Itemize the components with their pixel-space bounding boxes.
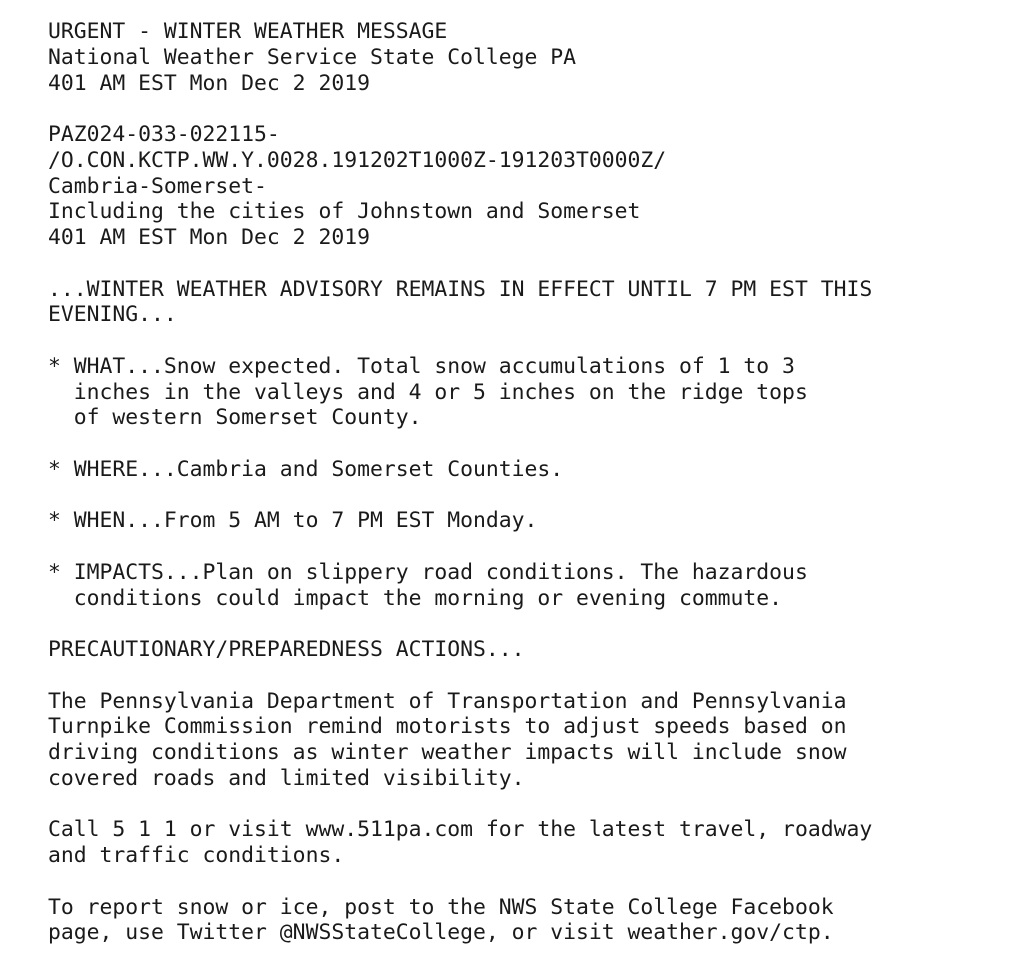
- what-bullet: * WHAT...Snow expected. Total snow accumulations of 1 to 3: [48, 353, 795, 379]
- when-bullet: * WHEN...From 5 AM to 7 PM EST Monday.: [48, 508, 538, 534]
- what-bullet-line-2: inches in the valleys and 4 or 5 inches on the ridge tops: [48, 379, 808, 405]
- penndot-paragraph-line-4: covered roads and limited visibility.: [48, 765, 525, 791]
- penndot-paragraph-line-3: driving conditions as winter weather impacts will include snow: [48, 740, 847, 765]
- penndot-paragraph-line-2: Turnpike Commission remind motorists to adjust speeds based on: [48, 714, 847, 740]
- blank-line: [48, 869, 1008, 895]
- where-bullet: * WHERE...Cambria and Somerset Counties.: [48, 456, 564, 482]
- blank-line: [48, 663, 1008, 689]
- what-bullet-line-3: of western Somerset County.: [48, 405, 422, 431]
- travel-info-line-1: Call 5 1 1 or visit www.511pa.com for the latest travel, roadway: [48, 817, 873, 843]
- penndot-paragraph-line-1: The Pennsylvania Department of Transportation and Pennsylvania: [48, 688, 847, 714]
- report-info-line-2: page, use Twitter @NWSStateCollege, or visit weather.gov/ctp.: [48, 920, 834, 946]
- blank-line: [48, 251, 1008, 277]
- vtec-code: /O.CON.KCTP.WW.Y.0028.191202T1000Z-191203T0000Z/: [48, 147, 667, 173]
- county-names: Cambria-Somerset-: [48, 173, 267, 199]
- zone-codes: PAZ024-033-022115-: [48, 122, 280, 147]
- blank-line: [48, 792, 1008, 818]
- weather-bulletin: [48, 19, 1008, 946]
- issue-time: 401 AM EST Mon Dec 2 2019: [48, 70, 370, 96]
- blank-line: [48, 611, 1008, 637]
- precautionary-heading: PRECAUTIONARY/PREPAREDNESS ACTIONS...: [48, 637, 525, 662]
- travel-info-line-2: and traffic conditions.: [48, 843, 345, 868]
- issuing-office: National Weather Service State College PA: [48, 44, 577, 70]
- blank-line: [48, 96, 1008, 122]
- blank-line: [48, 483, 1008, 509]
- included-cities: Including the cities of Johnstown and Somerset: [48, 199, 641, 225]
- headline: ...WINTER WEATHER ADVISORY REMAINS IN EFFECT UNTIL 7 PM EST THIS: [48, 276, 873, 302]
- impacts-bullet-line-2: conditions could impact the morning or evening commute.: [48, 585, 783, 611]
- impacts-bullet: * IMPACTS...Plan on slippery road conditions. The hazardous: [48, 559, 808, 585]
- blank-line: [48, 431, 1008, 457]
- zone-issue-time: 401 AM EST Mon Dec 2 2019: [48, 225, 370, 250]
- blank-line: [48, 534, 1008, 560]
- headline-continued: EVENING...: [48, 302, 177, 328]
- blank-line: [48, 328, 1008, 354]
- bulletin-title: URGENT - WINTER WEATHER MESSAGE: [48, 19, 448, 44]
- report-info-line-1: To report snow or ice, post to the NWS State College Facebook: [48, 894, 834, 920]
